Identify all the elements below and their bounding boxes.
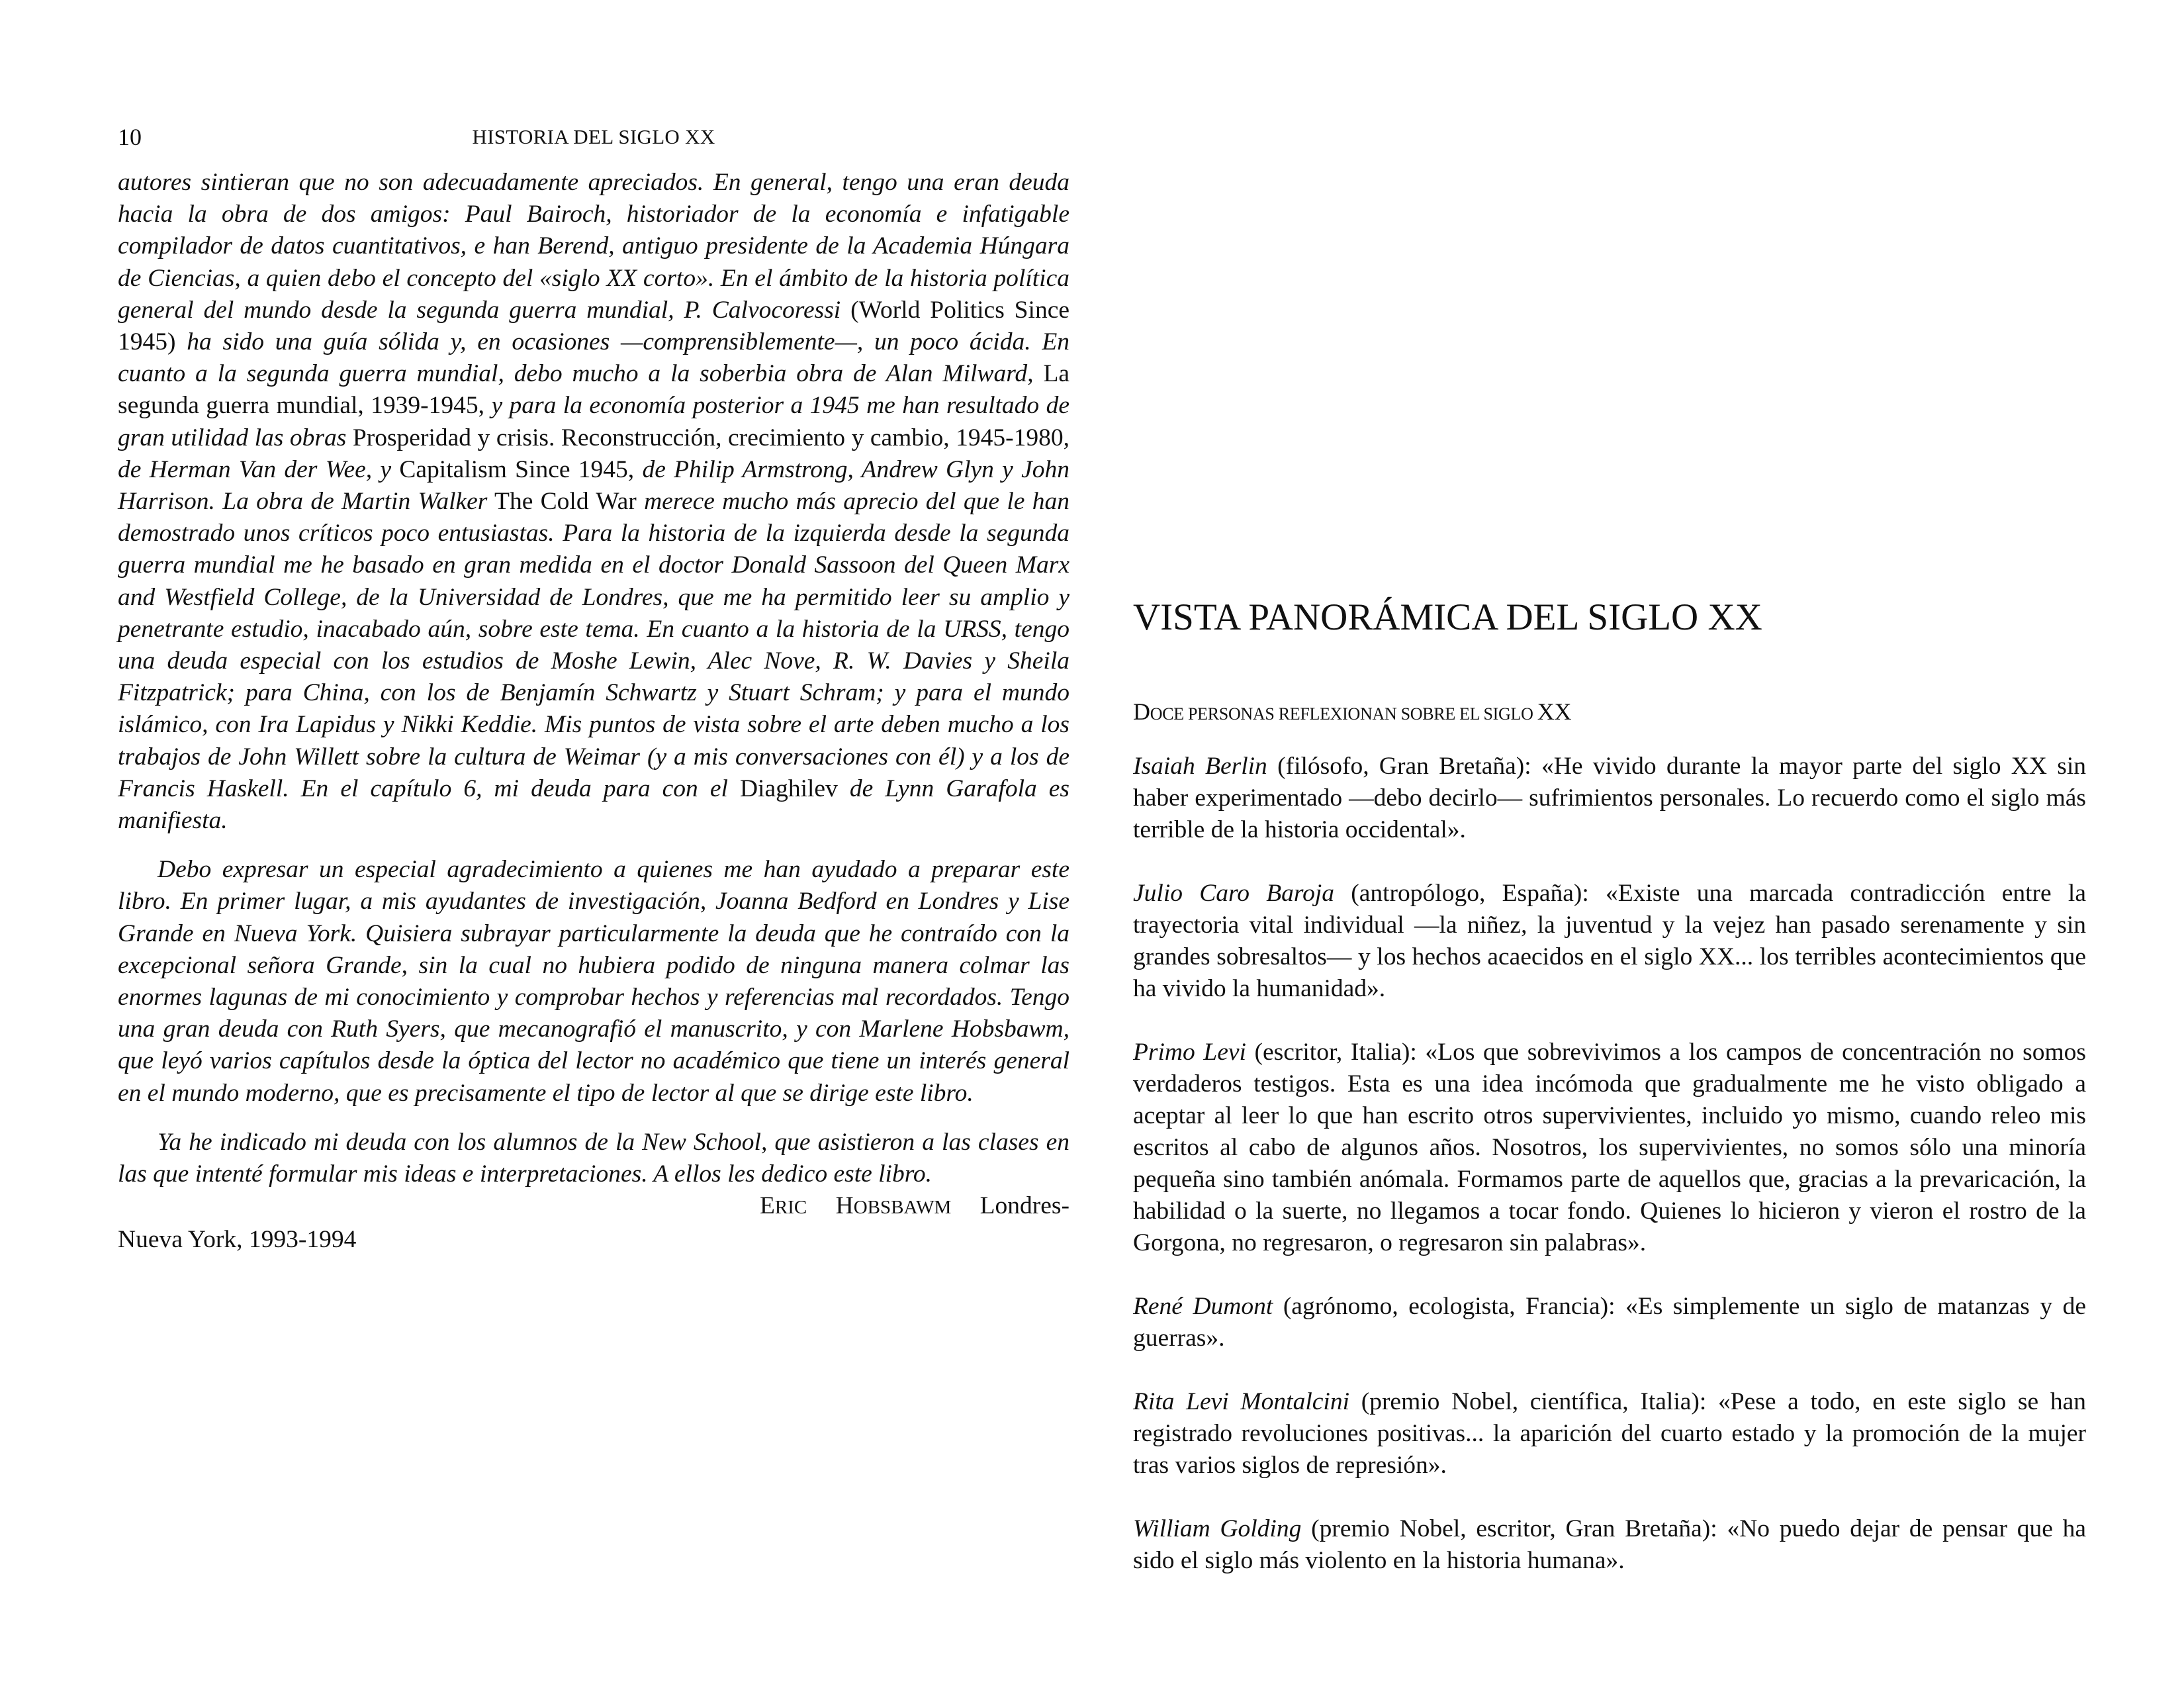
quote-text: (antropólogo, España): «Existe una marcada contradicción entre la trayectoria vital individual —la niñez, la juventud y la vejez han pasado serenamente y sin grandes sobresaltos— y los hechos acaecidos en el siglo XX... los terribles acontecimientos que ha vivido la humanidad». <box>1133 880 2086 1002</box>
subsection-cap: D <box>1133 698 1150 725</box>
acknowledgements-text <box>118 167 1069 1256</box>
quote-author: William Golding <box>1133 1515 1302 1542</box>
book-title: (World Politics Since 1945) <box>118 296 1069 356</box>
quote-item <box>1133 1291 2086 1354</box>
quote-text: (premio Nobel, escritor, Gran Bretaña): «No puedo dejar de pensar que ha sido el siglo más violento en la historia humana». <box>1133 1515 2086 1574</box>
text-run: de Herman Van der Wee, y <box>118 455 392 483</box>
acknowledgements-paragraph-2: Debo expresar un especial agradecimiento a quienes me han ayudado a preparar este libro. En primer lugar, a mis ayudantes de investigación, Joanna Bedford en Londres y Lise Grande en Nueva York. Quisiera subrayar particularmente la deuda que he contraído con la excepcional señora Grande, sin la cual no hubiera podido de ninguna manera colmar las enormes lagunas de mi conocimiento y comprobar hechos y referencias mal recordados. Tengo una gran deuda con Ruth Syers, que mecanografió el manuscrito, y con Marlene Hobsbawm, que leyó varios capítulos desde la óptica del lector no académico que tiene un interés general en el mundo moderno, que es precisamente el tipo de lector al que se dirige este libro. <box>118 856 1069 1107</box>
quote-author: Rita Levi Montalcini <box>1133 1388 1349 1415</box>
acknowledgements-paragraph-1 <box>118 167 1069 837</box>
quote-item <box>1133 878 2086 1005</box>
quote-item <box>1133 1386 2086 1481</box>
text-run: de Lynn Garafola es manifiesta. <box>118 774 1070 835</box>
signature-rest: OBSBAWM <box>853 1197 952 1219</box>
book-title: The Cold War <box>494 488 637 516</box>
quote-text: (filósofo, Gran Bretaña): «He vivido durante la mayor parte del siglo XX sin haber experimentado —debo decirlo— sufrimientos personales. Lo recuerdo como el siglo más terrible de la historia occidental». <box>1133 753 2087 843</box>
place-date: Nueva York, 1993-1994 <box>118 1225 357 1253</box>
running-head: HISTORIA DEL SIGLO XX <box>472 125 715 148</box>
signature-initial: E <box>759 1192 775 1220</box>
quote-text: (escritor, Italia): «Los que sobrevivimos a los campos de concentración no somos verdaderos testigos. Esta es una idea incómoda que gradualmente me he visto obligado a aceptar al leer lo que han escrito otros supervivientes, incluido yo mismo, cuando releo mis escritos al cabo de algunos años. Nosotros, los supervivientes, no somos sólo una minoría pequeña sino también anómala. Formamos parte de aquellos que, gracias a la prevaricación, la habilidad o la suerte, no llegamos a tocar fondo. Quienes lo hicieron y vieron el rostro de la Gorgona, no regresaron, o regresaron sin palabras». <box>1133 1039 2086 1256</box>
text-run: y para la economía posterior a 1945 me han resultado de gran utilidad las obras <box>118 392 1069 451</box>
quote-text: (agrónomo, ecologista, Francia): «Es simplemente un siglo de matanzas y de guerras». <box>1133 1293 2086 1352</box>
quote-item <box>1133 1037 2086 1259</box>
quote-author: Julio Caro Baroja <box>1133 880 1334 907</box>
text-run: de Philip Armstrong, Andrew Glyn y John Harrison. La obra de Martin Walker <box>118 455 1070 516</box>
page-number: 10 <box>118 124 142 150</box>
subsection-title <box>1133 695 2060 731</box>
author-signature <box>118 1190 1069 1223</box>
signature-initial: H <box>835 1192 854 1220</box>
subsection-cap: XX <box>1537 698 1572 725</box>
signature-rest: RIC <box>774 1197 807 1219</box>
page-header <box>118 120 1069 154</box>
quotes-list <box>1133 751 2086 1609</box>
text-run: ha sido una guía sólida y, en ocasiones —comprensiblemente—, un poco ácida. En cuanto a la segunda guerra mundial, debo mucho a la soberbia obra de Alan Milward, <box>118 328 1070 388</box>
book-title: Prosperidad y crisis. Reconstrucción, crecimiento y cambio, 1945-1980, <box>352 424 1070 451</box>
book-title: La segunda guerra mundial, 1939-1945, <box>118 360 1070 420</box>
book-title: Diaghilev <box>739 774 838 802</box>
text-run: autores sintieran que no son adecuadamente apreciados. En general, tengo una eran deuda hacia la obra de dos amigos: Paul Bairoch, historiador de la economía e infatigable compilador de datos cuantitativos, e han Berend, antiguo presidente de la Academia Húngara de Ciencias, a quien debo el concepto del «siglo XX corto». En el ámbito de la historia política general del mundo desde la segunda guerra mundial, P. Calvocoressi <box>118 169 1069 324</box>
book-title: Capitalism Since 1945, <box>399 455 635 483</box>
right-page <box>1092 0 2184 1688</box>
text-run: merece mucho más aprecio del que le han demostrado unos críticos poco entusiastas. Para la historia de la izquierda desde la segunda guerra mundial me he basado en gran medida en el doctor Donald Sassoon del Queen Marx and Westfield College, de la Universidad de Londres, que me ha permitido leer su amplio y penetrante estudio, inacabado aún, sobre este tema. En cuanto a la historia de la URSS, tengo una deuda especial con los estudios de Moshe Lewin, Alec Nove, R. W. Davies y Sheila Fitzpatrick; para China, con los de Benjamín Schwartz y Stuart Schram; y para el mundo islámico, con Ira Lapidus y Nikki Keddie. Mis puntos de vista sobre el arte deben mucho a los trabajos de John Willett sobre la cultura de Weimar (y a mis conversaciones con él) y a los de Francis Haskell. En el capítulo 6, mi deuda para con el <box>118 488 1070 802</box>
subsection-text: OCE PERSONAS REFLEXIONAN SOBRE EL SIGLO <box>1150 704 1533 724</box>
acknowledgements-paragraph-3: Ya he indicado mi deuda con los alumnos de la New School, que asistieron a las clases en las que intenté formular mis ideas e interpretaciones. A ellos les dedico este libro. <box>118 1128 1069 1188</box>
quote-item <box>1133 751 2086 846</box>
section-title: VISTA PANORÁMICA DEL SIGLO XX <box>1133 596 1762 638</box>
quote-author: Primo Levi <box>1133 1039 1246 1066</box>
quote-author: René Dumont <box>1133 1293 1273 1320</box>
signature-place: Londres- <box>979 1192 1069 1220</box>
quote-item <box>1133 1513 2086 1577</box>
quote-text: (premio Nobel, científica, Italia): «Pese a todo, en este siglo se han registrado revoluciones positivas... la aparición del cuarto estado y la promoción de la mujer tras varios siglos de represión». <box>1133 1388 2087 1479</box>
quote-author: Isaiah Berlin <box>1133 753 1267 780</box>
